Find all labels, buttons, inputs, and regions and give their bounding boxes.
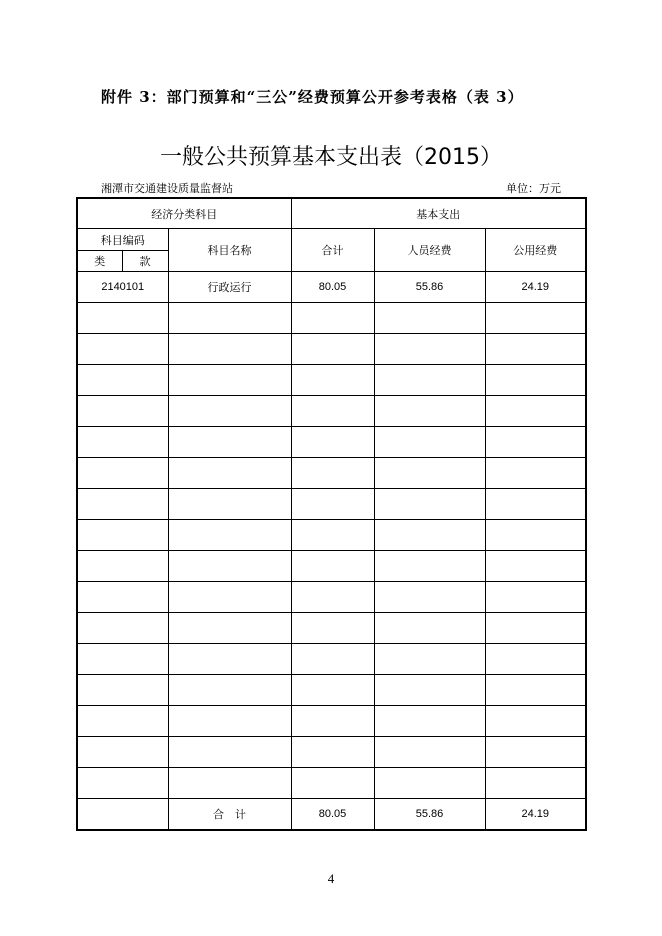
table-cell [168, 551, 291, 582]
total-row [77, 799, 586, 831]
table-row [77, 737, 586, 768]
table-cell [485, 365, 586, 396]
table-cell [168, 706, 291, 737]
table-cell [168, 303, 291, 334]
table-cell [374, 489, 485, 520]
budget-table [76, 197, 587, 831]
organization-name: 湘潭市交通建设质量监督站 [101, 182, 233, 195]
table-cell [485, 582, 586, 613]
table-cell [77, 706, 168, 737]
table-cell [168, 365, 291, 396]
table-cell [168, 582, 291, 613]
table-row [77, 458, 586, 489]
table-cell [374, 365, 485, 396]
table-cell [374, 706, 485, 737]
table-cell [374, 551, 485, 582]
table-cell [77, 334, 168, 365]
table-cell [291, 396, 374, 427]
table-cell [168, 613, 291, 644]
table-cell [291, 675, 374, 706]
table-cell [168, 768, 291, 799]
table-cell [374, 458, 485, 489]
table-cell [168, 489, 291, 520]
table-row [77, 644, 586, 675]
table-row [77, 675, 586, 706]
table-cell [291, 644, 374, 675]
table-cell [168, 644, 291, 675]
total-sum: 80.05 [291, 799, 374, 831]
table-cell [485, 644, 586, 675]
table-cell [77, 427, 168, 458]
row-name: 行政运行 [168, 272, 291, 303]
table-cell [291, 613, 374, 644]
table-cell [374, 520, 485, 551]
table-cell [485, 613, 586, 644]
total-public: 24.19 [485, 799, 586, 831]
table-cell [374, 396, 485, 427]
table-cell [77, 768, 168, 799]
total-blank [77, 799, 168, 831]
table-cell [291, 737, 374, 768]
table-cell [77, 644, 168, 675]
table-cell [291, 768, 374, 799]
table-title: 一般公共预算基本支出表（2015） [160, 145, 502, 170]
table-cell [77, 489, 168, 520]
table-cell [485, 520, 586, 551]
table-row [77, 582, 586, 613]
table-cell [291, 551, 374, 582]
header-row-2 [77, 229, 586, 251]
table-cell [77, 365, 168, 396]
table-row [77, 427, 586, 458]
header-section: 款 [122, 251, 168, 272]
table-cell [485, 706, 586, 737]
total-personnel: 55.86 [374, 799, 485, 831]
table-row [77, 551, 586, 582]
table-cell [374, 303, 485, 334]
table-cell [291, 334, 374, 365]
header-personnel: 人员经费 [374, 229, 485, 272]
table-cell [77, 551, 168, 582]
table-row [77, 334, 586, 365]
table-cell [168, 675, 291, 706]
page-number: 4 [327, 871, 335, 886]
table-cell [77, 520, 168, 551]
header-subject-code: 科目编码 [77, 229, 168, 251]
table-row [77, 272, 586, 303]
table-cell [374, 675, 485, 706]
table-cell [291, 582, 374, 613]
table-cell [485, 551, 586, 582]
table-row [77, 489, 586, 520]
table-cell [168, 737, 291, 768]
table-cell [374, 768, 485, 799]
table-cell [291, 489, 374, 520]
table-cell [291, 520, 374, 551]
table-cell [485, 303, 586, 334]
table-cell [485, 768, 586, 799]
row-personnel: 55.86 [374, 272, 485, 303]
table-cell [485, 334, 586, 365]
table-cell [291, 303, 374, 334]
table-cell [485, 427, 586, 458]
table-cell [168, 520, 291, 551]
table-cell [485, 489, 586, 520]
table-cell [291, 427, 374, 458]
header-public: 公用经费 [485, 229, 586, 272]
header-row-1 [77, 198, 586, 229]
table-cell [168, 334, 291, 365]
table-cell [374, 334, 485, 365]
row-code: 2140101 [77, 272, 168, 303]
table-cell [168, 427, 291, 458]
table-cell [374, 582, 485, 613]
table-cell [374, 427, 485, 458]
table-row [77, 396, 586, 427]
header-subject-name: 科目名称 [168, 229, 291, 272]
header-class: 类 [77, 251, 122, 272]
total-label: 合 计 [168, 799, 291, 831]
table-row [77, 768, 586, 799]
header-economic-category: 经济分类科目 [77, 198, 291, 229]
table-cell [77, 458, 168, 489]
table-cell [77, 613, 168, 644]
table-cell [77, 737, 168, 768]
table-cell [168, 458, 291, 489]
table-cell [291, 365, 374, 396]
table-row [77, 303, 586, 334]
table-cell [485, 458, 586, 489]
table-cell [77, 303, 168, 334]
table-row [77, 706, 586, 737]
table-cell [77, 582, 168, 613]
table-cell [291, 706, 374, 737]
table-cell [77, 675, 168, 706]
row-public: 24.19 [485, 272, 586, 303]
table-cell [168, 396, 291, 427]
table-row [77, 365, 586, 396]
header-total: 合计 [291, 229, 374, 272]
attachment-heading: 附件 3：部门预算和“三公”经费预算公开参考表格（表 3） [101, 88, 524, 106]
table-cell [485, 737, 586, 768]
table-cell [374, 613, 485, 644]
table-cell [77, 396, 168, 427]
table-cell [485, 675, 586, 706]
table-row [77, 520, 586, 551]
table-cell [485, 396, 586, 427]
unit-label: 单位：万元 [506, 182, 561, 195]
table-cell [291, 458, 374, 489]
row-total: 80.05 [291, 272, 374, 303]
table-cell [374, 644, 485, 675]
header-basic-expenditure: 基本支出 [291, 198, 586, 229]
table-cell [374, 737, 485, 768]
table-row [77, 613, 586, 644]
